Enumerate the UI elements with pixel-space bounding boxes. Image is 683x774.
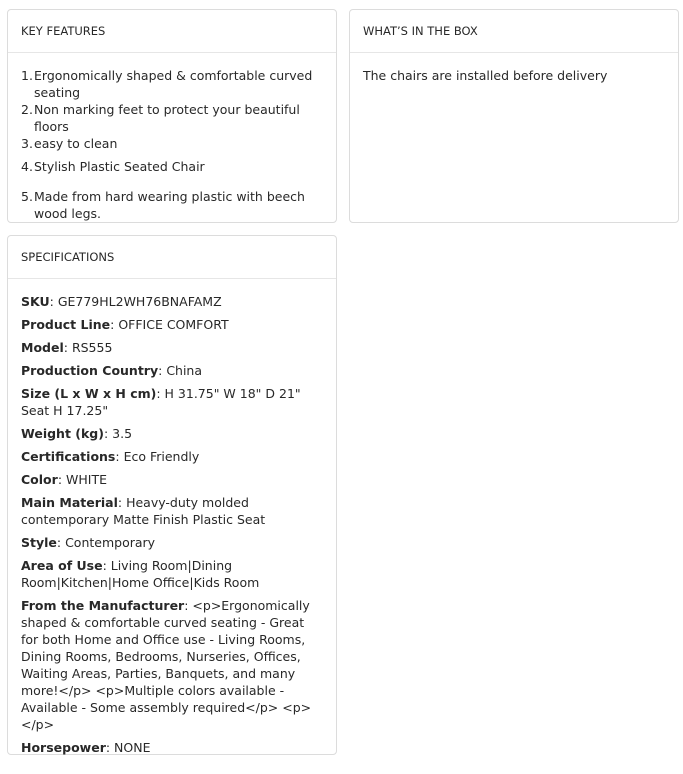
- spec-label: Product Line: [21, 317, 111, 332]
- spec-row-from-manufacturer: From the Manufacturer: <p>Ergonomically shaped & comfortable curved seating - Great for both Home and Office use - Living Rooms, Dining Rooms, Bedrooms, Nurseries, Offices, Waiting Areas, Parties, Banquets, and many more!</p> <p>Multiple colors available - Available - Some assembly required</p> <p></p>: [21, 598, 312, 732]
- spec-row-main-material: Main Material: Heavy-duty molded contemporary Matte Finish Plastic Seat: [21, 495, 266, 527]
- spec-row-color: Color: WHITE: [21, 472, 107, 487]
- spec-value: NONE: [114, 740, 151, 755]
- spec-label: Production Country: [21, 363, 159, 378]
- feature-item: [21, 135, 323, 152]
- whats-in-box-body: [350, 53, 678, 96]
- feature-item: [21, 188, 323, 222]
- spec-value: 3.5: [112, 426, 133, 441]
- feature-item: [21, 158, 323, 175]
- spec-row-weight: Weight (kg): 3.5: [21, 426, 133, 441]
- spec-label: Area of Use: [21, 558, 103, 573]
- key-features-card: [7, 9, 337, 223]
- spec-value: H 31.75" W 18" D 21" Seat H 17.25": [21, 386, 301, 418]
- spec-row-size: Size (L x W x H cm): H 31.75" W 18" D 21" Seat H 17.25": [21, 386, 301, 418]
- specifications-body: [8, 279, 336, 774]
- spec-label: Size (L x W x H cm): [21, 386, 157, 401]
- feature-text: Made from hard wearing plastic with beech wood legs.: [34, 189, 305, 221]
- feature-text: easy to clean: [34, 136, 118, 151]
- spec-value: OFFICE COMFORT: [118, 317, 229, 332]
- feature-number: 2.: [21, 102, 33, 117]
- whats-in-box-title: WHAT’S IN THE BOX: [350, 10, 678, 53]
- feature-text: Non marking feet to protect your beautiful floors: [34, 102, 300, 134]
- spec-row-sku: SKU: GE779HL2WH76BNAFAMZ: [21, 294, 222, 309]
- key-features-body: [8, 53, 336, 234]
- spec-row-product-line: Product Line: OFFICE COMFORT: [21, 317, 229, 332]
- spec-row-style: Style: Contemporary: [21, 535, 156, 550]
- spec-value: China: [166, 363, 203, 378]
- spec-value: <p>Ergonomically shaped & comfortable curved seating - Great for both Home and Office use - Living Rooms, Dining Rooms, Bedrooms, Nurseries, Offices, Waiting Areas, Parties, Banquets, and many more!</p> <p>Multiple colors available - Available - Some assembly required</p> <p></p>: [21, 598, 312, 732]
- spec-value: Heavy-duty molded contemporary Matte Finish Plastic Seat: [21, 495, 266, 527]
- feature-text: Stylish Plastic Seated Chair: [34, 159, 205, 174]
- spec-label: Certifications: [21, 449, 116, 464]
- spec-label: Main Material: [21, 495, 118, 510]
- feature-item: [21, 67, 323, 101]
- spec-label: From the Manufacturer: [21, 598, 185, 613]
- feature-number: 5.: [21, 189, 33, 204]
- feature-text: Ergonomically shaped & comfortable curved seating: [34, 68, 313, 100]
- feature-number: 3.: [21, 136, 33, 151]
- spec-label: Color: [21, 472, 58, 487]
- spec-label: Weight (kg): [21, 426, 104, 441]
- key-features-title: KEY FEATURES: [8, 10, 336, 53]
- feature-number: 1.: [21, 68, 33, 83]
- spec-row-production-country: Production Country: China: [21, 363, 203, 378]
- spec-row-model: Model: RS555: [21, 340, 113, 355]
- whats-in-box-card: [349, 9, 679, 223]
- spec-value: Living Room|Dining Room|Kitchen|Home Office|Kids Room: [21, 558, 260, 590]
- spec-value: Contemporary: [65, 535, 156, 550]
- spec-row-certifications: Certifications: Eco Friendly: [21, 449, 200, 464]
- key-features-list: [21, 67, 323, 222]
- spec-row-horsepower: Horsepower: NONE: [21, 740, 151, 755]
- spec-label: Horsepower: [21, 740, 106, 755]
- spec-label: Model: [21, 340, 64, 355]
- spec-value: GE779HL2WH76BNAFAMZ: [57, 294, 222, 309]
- feature-number: 4.: [21, 159, 33, 174]
- spec-label: Style: [21, 535, 57, 550]
- whats-in-box-text: The chairs are installed before delivery: [363, 68, 608, 83]
- spec-value: Eco Friendly: [123, 449, 200, 464]
- spec-value: RS555: [71, 340, 113, 355]
- spec-value: WHITE: [66, 472, 107, 487]
- spec-row-area-of-use: Area of Use: Living Room|Dining Room|Kitchen|Home Office|Kids Room: [21, 558, 260, 590]
- specifications-card: [7, 235, 337, 755]
- feature-item: [21, 101, 323, 135]
- spec-label: SKU: [21, 294, 50, 309]
- specifications-title: SPECIFICATIONS: [8, 236, 336, 279]
